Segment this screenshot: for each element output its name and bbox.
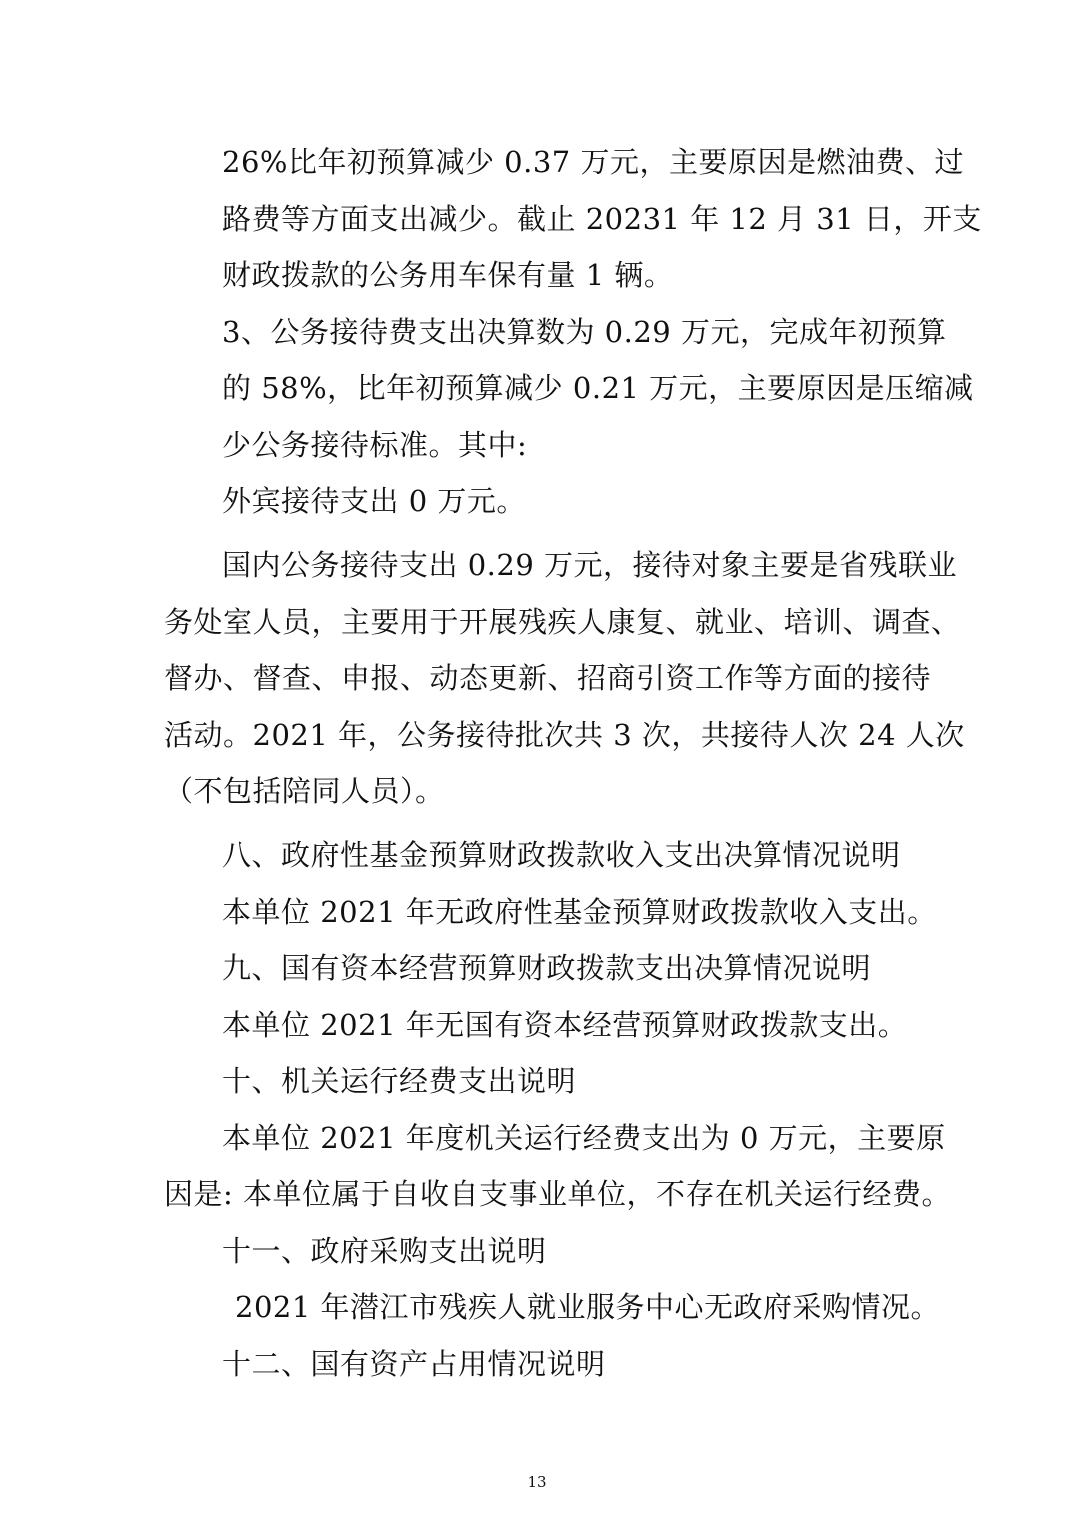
text-line: 因是: 本单位属于自收自支事业单位，不存在机关运行经费。 bbox=[164, 1177, 951, 1211]
text-line: 财政拨款的公务用车保有量 1 辆。 bbox=[222, 258, 674, 292]
text-line: 外宾接待支出 0 万元。 bbox=[222, 484, 526, 518]
section-heading: 十、机关运行经费支出说明 bbox=[222, 1064, 577, 1098]
text-line: 本单位 2021 年无政府性基金预算财政拨款收入支出。 bbox=[222, 895, 937, 929]
text-line: （不包括陪同人员）。 bbox=[164, 774, 445, 808]
section-heading: 八、政府性基金预算财政拨款收入支出决算情况说明 bbox=[222, 838, 901, 872]
text-line: 的 58%，比年初预算减少 0.21 万元，主要原因是压缩减 bbox=[222, 371, 974, 405]
text-line: 26%比年初预算减少 0.37 万元，主要原因是燃油费、过 bbox=[222, 145, 964, 179]
text-line: 督办、督查、申报、动态更新、招商引资工作等方面的接待 bbox=[164, 661, 932, 695]
text-line: 2021 年潜江市残疾人就业服务中心无政府采购情况。 bbox=[235, 1290, 941, 1324]
text-line: 3、公务接待费支出决算数为 0.29 万元，完成年初预算 bbox=[222, 315, 947, 349]
text-line: 本单位 2021 年无国有资本经营预算财政拨款支出。 bbox=[222, 1008, 908, 1042]
text-line: 路费等方面支出减少。截止 20231 年 12 月 31 日，开支 bbox=[222, 202, 982, 236]
text-line: 国内公务接待支出 0.29 万元，接待对象主要是省残联业 bbox=[222, 548, 958, 582]
section-heading: 九、国有资本经营预算财政拨款支出决算情况说明 bbox=[222, 951, 872, 985]
section-heading: 十一、政府采购支出说明 bbox=[222, 1234, 547, 1268]
text-line: 少公务接待标准。其中: bbox=[222, 428, 528, 462]
text-line: 本单位 2021 年度机关运行经费支出为 0 万元，主要原 bbox=[222, 1121, 946, 1155]
page-number: 13 bbox=[527, 1473, 547, 1491]
text-line: 务处室人员，主要用于开展残疾人康复、就业、培训、调查、 bbox=[164, 605, 961, 639]
text-line: 活动。2021 年，公务接待批次共 3 次，共接待人次 24 人次 bbox=[164, 718, 965, 752]
section-heading: 十二、国有资产占用情况说明 bbox=[222, 1347, 606, 1381]
